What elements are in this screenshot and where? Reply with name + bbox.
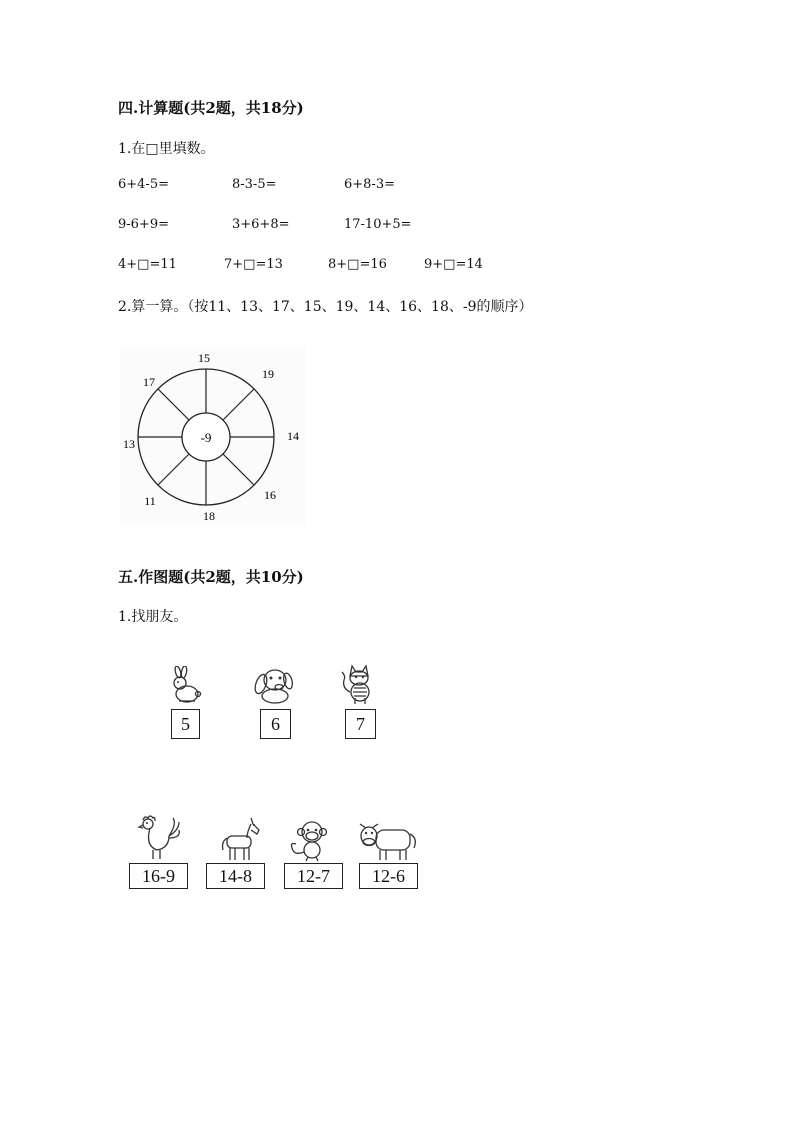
section-5-title: 五.作图题(共2题，共10分) xyxy=(118,568,304,586)
cow-icon xyxy=(356,818,420,862)
expression-box: 16-9 xyxy=(129,863,188,889)
equation: 4+□=11 xyxy=(118,257,177,272)
question-1-prompt: 1.在□里填数。 xyxy=(118,141,215,157)
wheel-outer-label: 14 xyxy=(287,429,299,443)
number-box: 5 xyxy=(171,709,200,739)
rabbit-icon xyxy=(165,666,205,706)
wheel-outer-label: 17 xyxy=(143,375,155,389)
equation: 6+4-5= xyxy=(118,177,169,192)
wheel-center-label: -9 xyxy=(200,430,212,445)
question-find-friends-prompt: 1.找朋友。 xyxy=(118,609,188,625)
rooster-icon xyxy=(133,812,183,862)
number-box: 7 xyxy=(345,709,376,739)
number-wheel-diagram xyxy=(120,345,305,527)
equation: 3+6+8= xyxy=(232,217,290,232)
equation: 7+□=13 xyxy=(224,257,283,272)
equation: 8-3-5= xyxy=(232,177,277,192)
wheel-outer-label: 11 xyxy=(144,494,156,508)
wheel-outer-label: 16 xyxy=(264,488,276,502)
wheel-outer-label: 18 xyxy=(203,509,215,523)
expression-box: 12-7 xyxy=(284,863,343,889)
equation: 17-10+5= xyxy=(344,217,412,232)
section-4-title: 四.计算题(共2题，共18分) xyxy=(118,99,304,117)
wheel-outer-label: 19 xyxy=(262,367,274,381)
wheel-outer-label: 13 xyxy=(123,437,135,451)
equation: 9+□=14 xyxy=(424,257,483,272)
expression-box: 14-8 xyxy=(206,863,265,889)
question-2-prompt: 2.算一算。（按11、13、17、15、19、14、16、18、-9的顺序） xyxy=(118,299,533,315)
monkey-icon xyxy=(286,818,332,862)
expression-box: 12-6 xyxy=(359,863,418,889)
equation: 9-6+9= xyxy=(118,217,169,232)
wheel-outer-label: 15 xyxy=(198,351,210,365)
equation: 6+8-3= xyxy=(344,177,395,192)
cat-icon xyxy=(338,662,380,706)
dog-icon xyxy=(253,664,299,706)
horse-icon xyxy=(217,814,263,862)
equation: 8+□=16 xyxy=(328,257,387,272)
number-box: 6 xyxy=(260,709,291,739)
